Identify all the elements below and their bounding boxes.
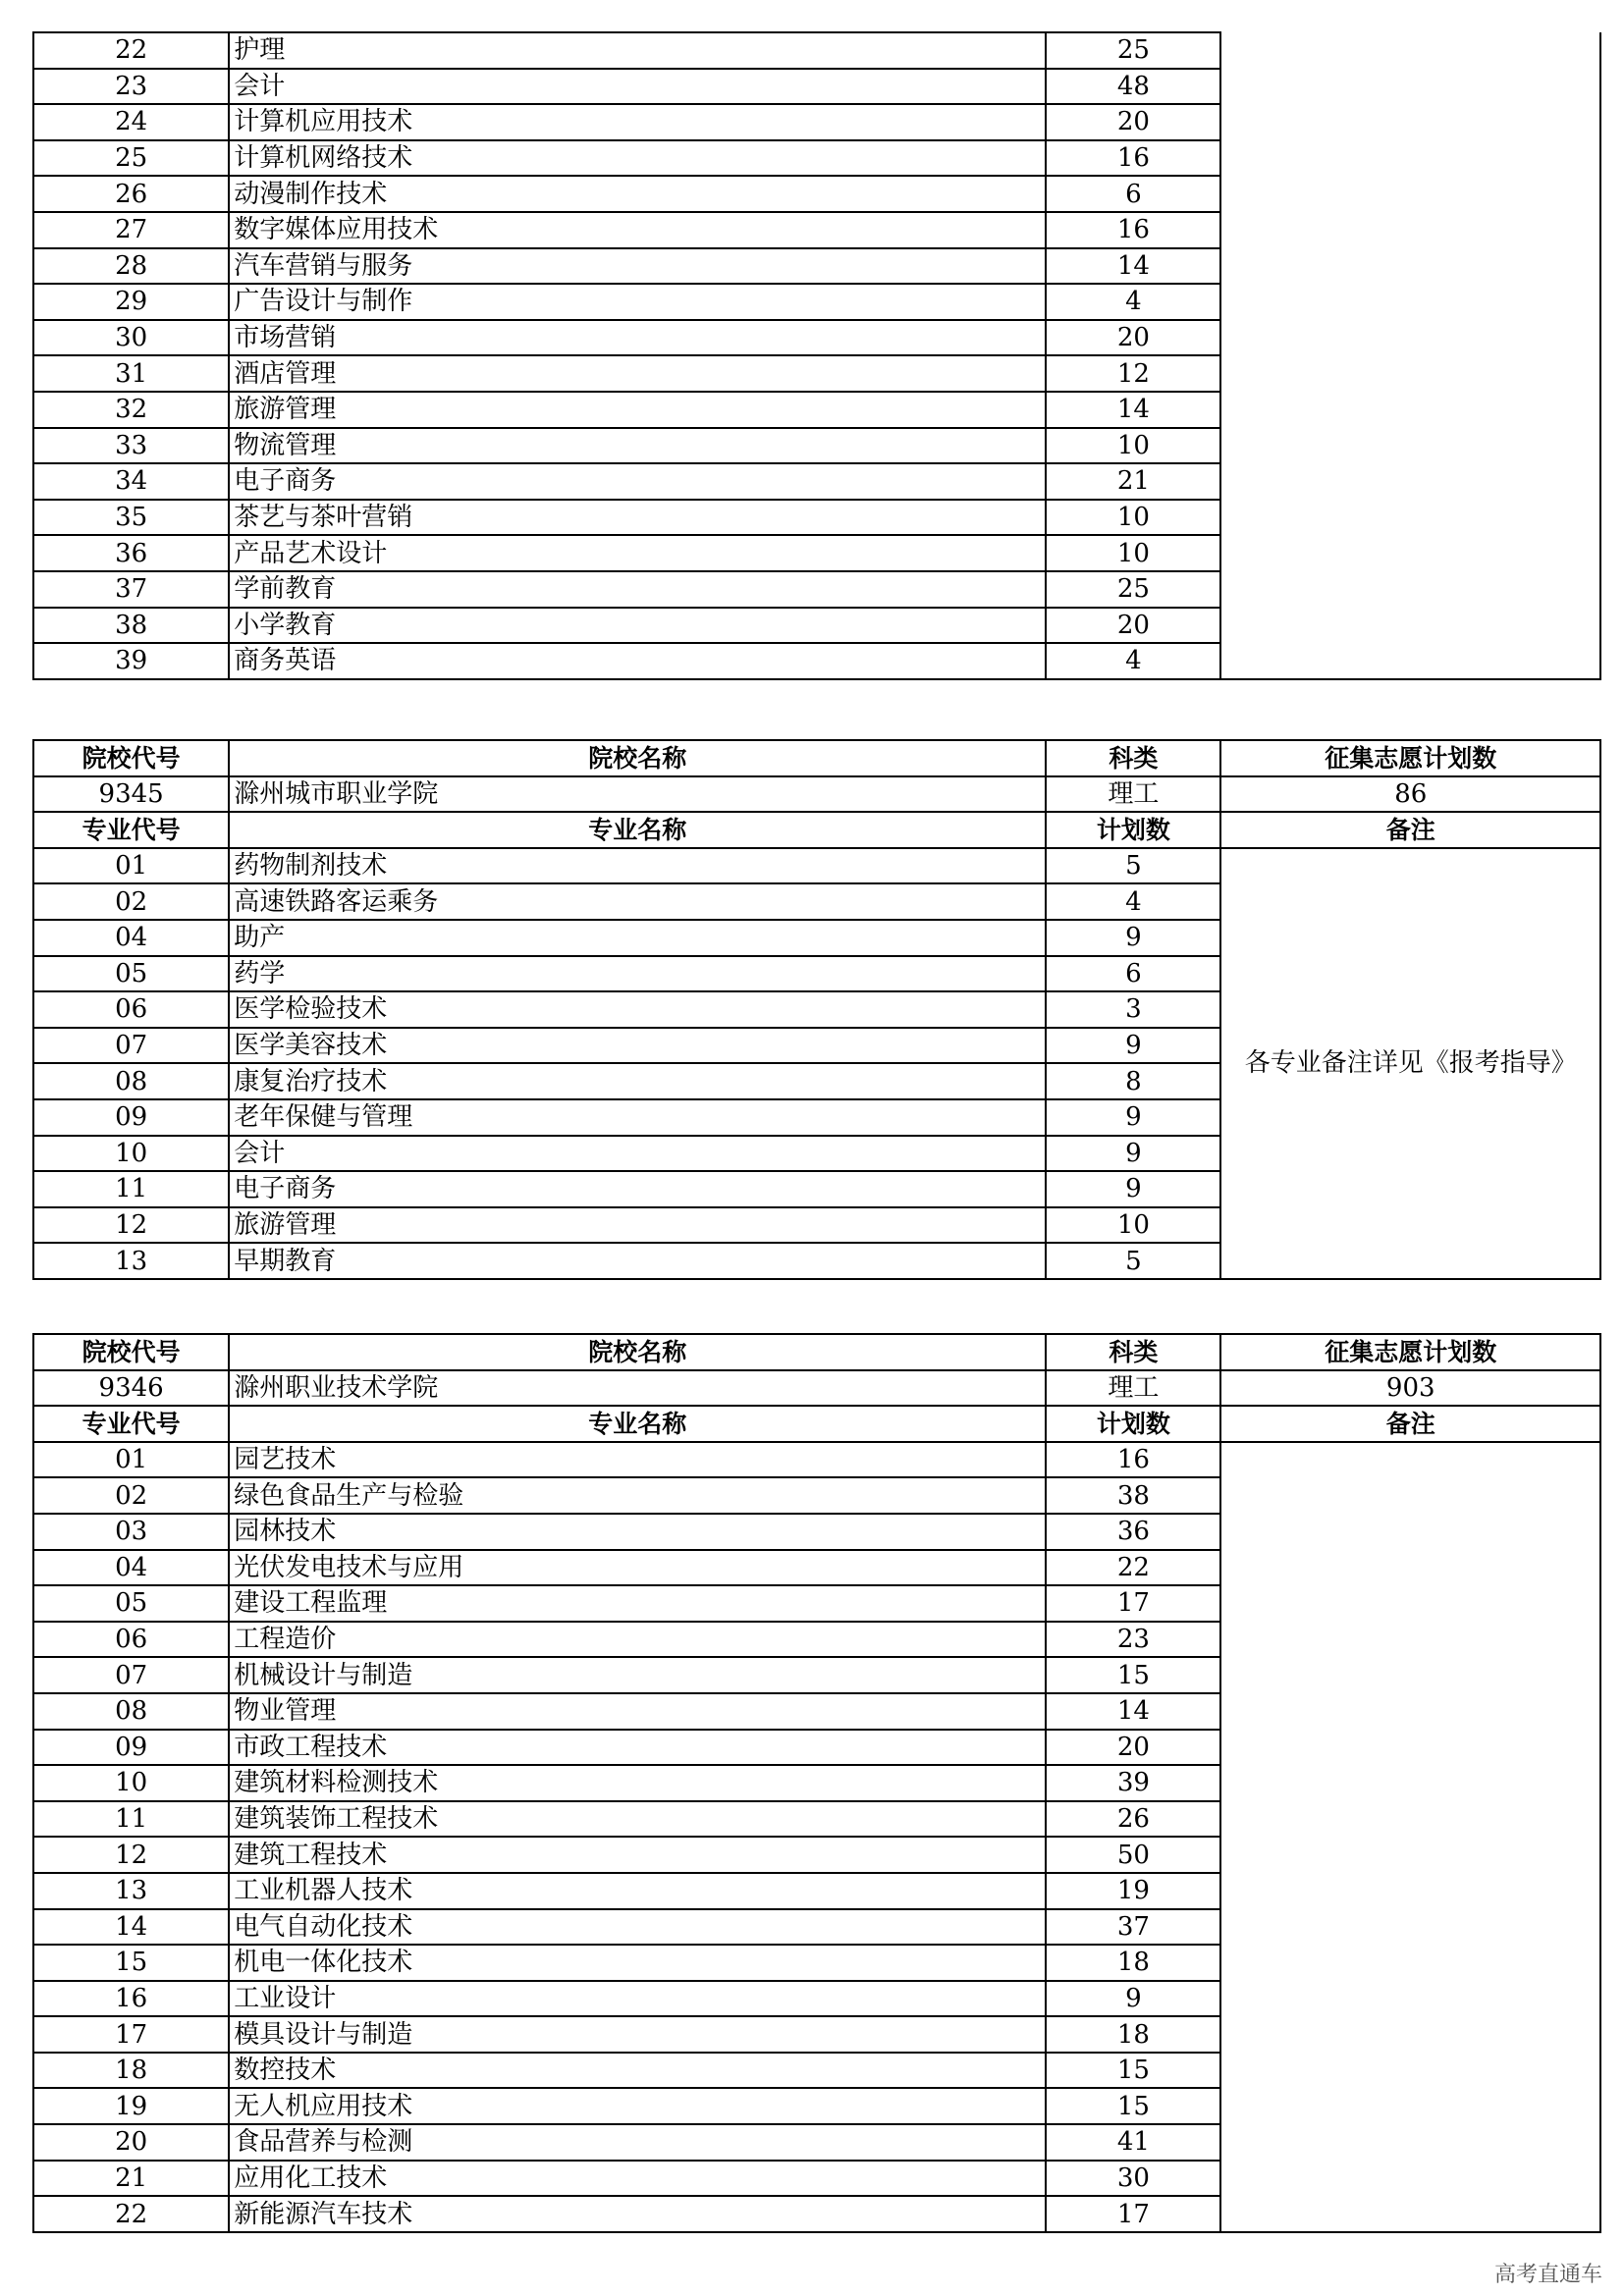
major-code: 04 (33, 920, 229, 956)
plan-count: 41 (1046, 2124, 1220, 2161)
major-name: 药物制剂技术 (229, 848, 1046, 884)
major-code: 25 (33, 140, 229, 177)
school-info-row (33, 1370, 1600, 1407)
plan-count: 17 (1046, 2196, 1220, 2232)
major-name: 园艺技术 (229, 1442, 1046, 1478)
school-code: 9345 (33, 776, 229, 813)
plan-count: 10 (1046, 1207, 1220, 1244)
plan-count: 15 (1046, 2053, 1220, 2089)
plan-count: 10 (1046, 500, 1220, 536)
plan-count: 4 (1046, 643, 1220, 679)
plan-count: 14 (1046, 392, 1220, 428)
major-code: 26 (33, 176, 229, 212)
plan-count: 20 (1046, 1730, 1220, 1766)
remark-header: 备注 (1220, 812, 1600, 848)
plan-count: 5 (1046, 1243, 1220, 1279)
major-name: 商务英语 (229, 643, 1046, 679)
plan-count: 36 (1046, 1514, 1220, 1550)
plan-count: 4 (1046, 883, 1220, 920)
major-name: 康复治疗技术 (229, 1063, 1046, 1099)
plan-count: 3 (1046, 991, 1220, 1028)
major-name-header: 专业名称 (229, 812, 1046, 848)
plan-count: 20 (1046, 608, 1220, 644)
school-category: 理工 (1046, 776, 1220, 813)
plan-count: 20 (1046, 104, 1220, 140)
school-code: 9346 (33, 1370, 229, 1407)
category-header: 科类 (1046, 740, 1220, 776)
major-code: 14 (33, 1909, 229, 1946)
school-name-header: 院校名称 (229, 740, 1046, 776)
continued-majors-table (32, 31, 1601, 680)
major-code: 02 (33, 883, 229, 920)
plan-count: 10 (1046, 535, 1220, 571)
major-code: 39 (33, 643, 229, 679)
plan-count-header: 计划数 (1046, 1406, 1220, 1442)
category-header: 科类 (1046, 1334, 1220, 1370)
plan-count: 17 (1046, 1585, 1220, 1622)
remark-header: 备注 (1220, 1406, 1600, 1442)
major-name: 广告设计与制作 (229, 284, 1046, 320)
plan-count: 9 (1046, 1028, 1220, 1064)
school-code-header: 院校代号 (33, 740, 229, 776)
major-name: 数字媒体应用技术 (229, 212, 1046, 248)
major-code: 32 (33, 392, 229, 428)
plan-count: 9 (1046, 1171, 1220, 1207)
remark-cell (1220, 32, 1600, 679)
major-name: 建筑工程技术 (229, 1837, 1046, 1873)
plan-count: 26 (1046, 1801, 1220, 1838)
major-name: 助产 (229, 920, 1046, 956)
major-code: 12 (33, 1207, 229, 1244)
major-name: 会计 (229, 1136, 1046, 1172)
plan-count: 9 (1046, 920, 1220, 956)
remark-cell: 各专业备注详见《报考指导》 (1220, 848, 1600, 1279)
school-table-9345 (32, 739, 1601, 1280)
major-code: 30 (33, 320, 229, 356)
plan-count: 10 (1046, 428, 1220, 464)
major-code-header: 专业代号 (33, 812, 229, 848)
major-code: 38 (33, 608, 229, 644)
major-code: 28 (33, 248, 229, 285)
major-code: 22 (33, 2196, 229, 2232)
major-code: 13 (33, 1243, 229, 1279)
major-code: 16 (33, 1981, 229, 2017)
plan-count: 48 (1046, 69, 1220, 105)
major-name: 数控技术 (229, 2053, 1046, 2089)
major-code: 36 (33, 535, 229, 571)
major-code: 27 (33, 212, 229, 248)
major-code: 15 (33, 1945, 229, 1981)
major-code: 07 (33, 1028, 229, 1064)
school-table-9346 (32, 1333, 1601, 2233)
plan-count: 21 (1046, 463, 1220, 500)
plan-count: 23 (1046, 1622, 1220, 1658)
major-name: 建筑装饰工程技术 (229, 1801, 1046, 1838)
remark-cell (1220, 1442, 1600, 2232)
major-name: 高速铁路客运乘务 (229, 883, 1046, 920)
major-code: 21 (33, 2161, 229, 2197)
major-name: 食品营养与检测 (229, 2124, 1046, 2161)
major-code: 18 (33, 2053, 229, 2089)
major-name: 旅游管理 (229, 1207, 1046, 1244)
table-row (33, 848, 1600, 884)
plan-count: 14 (1046, 1693, 1220, 1730)
plan-count: 38 (1046, 1477, 1220, 1514)
major-code: 10 (33, 1136, 229, 1172)
major-code: 09 (33, 1099, 229, 1136)
major-code: 06 (33, 991, 229, 1028)
major-code: 09 (33, 1730, 229, 1766)
plan-count: 9 (1046, 1981, 1220, 2017)
major-name: 老年保健与管理 (229, 1099, 1046, 1136)
major-name: 会计 (229, 69, 1046, 105)
plan-count: 19 (1046, 1873, 1220, 1909)
major-code: 13 (33, 1873, 229, 1909)
major-code: 08 (33, 1063, 229, 1099)
major-name: 动漫制作技术 (229, 176, 1046, 212)
major-name: 机电一体化技术 (229, 1945, 1046, 1981)
table-row (33, 32, 1600, 69)
major-code: 37 (33, 571, 229, 608)
plan-total-header: 征集志愿计划数 (1220, 1334, 1600, 1370)
plan-count: 22 (1046, 1550, 1220, 1586)
major-name: 光伏发电技术与应用 (229, 1550, 1046, 1586)
plan-count: 37 (1046, 1909, 1220, 1946)
plan-count: 16 (1046, 212, 1220, 248)
major-name: 物业管理 (229, 1693, 1046, 1730)
major-code: 33 (33, 428, 229, 464)
plan-count: 9 (1046, 1099, 1220, 1136)
major-name: 工业机器人技术 (229, 1873, 1046, 1909)
major-name: 电子商务 (229, 463, 1046, 500)
school-category: 理工 (1046, 1370, 1220, 1407)
major-code: 08 (33, 1693, 229, 1730)
school-code-header: 院校代号 (33, 1334, 229, 1370)
major-header-row (33, 1406, 1600, 1442)
major-name: 酒店管理 (229, 355, 1046, 392)
major-code: 17 (33, 2016, 229, 2053)
plan-count: 9 (1046, 1136, 1220, 1172)
major-code: 12 (33, 1837, 229, 1873)
plan-total-header: 征集志愿计划数 (1220, 740, 1600, 776)
major-code: 04 (33, 1550, 229, 1586)
major-name: 产品艺术设计 (229, 535, 1046, 571)
major-name-header: 专业名称 (229, 1406, 1046, 1442)
major-name: 建筑材料检测技术 (229, 1765, 1046, 1801)
major-header-row (33, 812, 1600, 848)
major-name: 茶艺与茶叶营销 (229, 500, 1046, 536)
major-name: 物流管理 (229, 428, 1046, 464)
plan-count: 14 (1046, 248, 1220, 285)
school-name-header: 院校名称 (229, 1334, 1046, 1370)
school-plan-total: 86 (1220, 776, 1600, 813)
major-code: 07 (33, 1657, 229, 1693)
major-code: 05 (33, 1585, 229, 1622)
major-name: 无人机应用技术 (229, 2088, 1046, 2124)
major-code: 11 (33, 1171, 229, 1207)
plan-count: 30 (1046, 2161, 1220, 2197)
plan-count: 4 (1046, 284, 1220, 320)
school-header-row (33, 740, 1600, 776)
major-code: 11 (33, 1801, 229, 1838)
plan-count: 50 (1046, 1837, 1220, 1873)
major-code: 23 (33, 69, 229, 105)
major-code: 22 (33, 32, 229, 69)
plan-count: 39 (1046, 1765, 1220, 1801)
plan-count: 15 (1046, 2088, 1220, 2124)
plan-count: 16 (1046, 1442, 1220, 1478)
major-code: 10 (33, 1765, 229, 1801)
plan-count: 6 (1046, 176, 1220, 212)
major-name: 建设工程监理 (229, 1585, 1046, 1622)
major-name: 医学检验技术 (229, 991, 1046, 1028)
major-name: 工程造价 (229, 1622, 1046, 1658)
major-name: 护理 (229, 32, 1046, 69)
major-code: 34 (33, 463, 229, 500)
major-code: 29 (33, 284, 229, 320)
major-name: 电子商务 (229, 1171, 1046, 1207)
major-name: 医学美容技术 (229, 1028, 1046, 1064)
plan-count: 25 (1046, 32, 1220, 69)
major-code-header: 专业代号 (33, 1406, 229, 1442)
major-name: 计算机应用技术 (229, 104, 1046, 140)
major-code: 20 (33, 2124, 229, 2161)
plan-count: 15 (1046, 1657, 1220, 1693)
major-name: 小学教育 (229, 608, 1046, 644)
table-row (33, 1442, 1600, 1478)
plan-count: 18 (1046, 1945, 1220, 1981)
major-name: 绿色食品生产与检验 (229, 1477, 1046, 1514)
major-name: 计算机网络技术 (229, 140, 1046, 177)
major-name: 学前教育 (229, 571, 1046, 608)
major-code: 01 (33, 848, 229, 884)
school-info-row (33, 776, 1600, 813)
major-code: 31 (33, 355, 229, 392)
major-name: 应用化工技术 (229, 2161, 1046, 2197)
plan-count-header: 计划数 (1046, 812, 1220, 848)
plan-count: 16 (1046, 140, 1220, 177)
watermark-footer: 高考直通车 (1493, 2263, 1602, 2287)
plan-count: 5 (1046, 848, 1220, 884)
major-name: 机械设计与制造 (229, 1657, 1046, 1693)
major-code: 06 (33, 1622, 229, 1658)
major-name: 电气自动化技术 (229, 1909, 1046, 1946)
major-name: 工业设计 (229, 1981, 1046, 2017)
plan-count: 20 (1046, 320, 1220, 356)
major-name: 早期教育 (229, 1243, 1046, 1279)
major-name: 旅游管理 (229, 392, 1046, 428)
major-code: 02 (33, 1477, 229, 1514)
major-name: 模具设计与制造 (229, 2016, 1046, 2053)
plan-count: 25 (1046, 571, 1220, 608)
plan-count: 8 (1046, 1063, 1220, 1099)
major-code: 01 (33, 1442, 229, 1478)
major-name: 市政工程技术 (229, 1730, 1046, 1766)
major-name: 新能源汽车技术 (229, 2196, 1046, 2232)
major-code: 35 (33, 500, 229, 536)
major-name: 市场营销 (229, 320, 1046, 356)
plan-count: 18 (1046, 2016, 1220, 2053)
major-code: 05 (33, 956, 229, 992)
major-code: 19 (33, 2088, 229, 2124)
major-code: 24 (33, 104, 229, 140)
school-header-row (33, 1334, 1600, 1370)
school-name: 滁州城市职业学院 (229, 776, 1046, 813)
major-name: 药学 (229, 956, 1046, 992)
major-code: 03 (33, 1514, 229, 1550)
plan-count: 12 (1046, 355, 1220, 392)
school-name: 滁州职业技术学院 (229, 1370, 1046, 1407)
major-name: 园林技术 (229, 1514, 1046, 1550)
school-plan-total: 903 (1220, 1370, 1600, 1407)
plan-count: 6 (1046, 956, 1220, 992)
major-name: 汽车营销与服务 (229, 248, 1046, 285)
